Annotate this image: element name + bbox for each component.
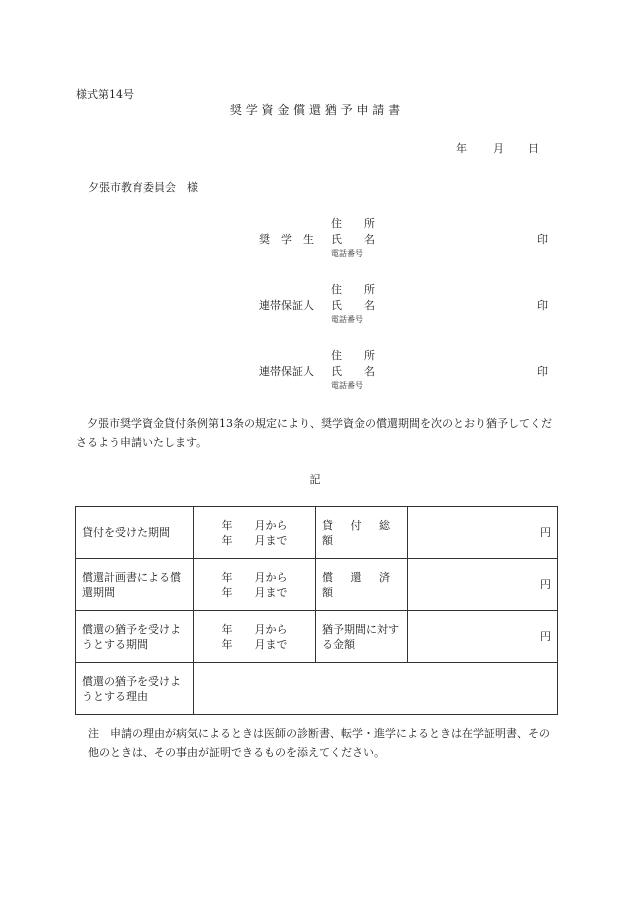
period-from: 年 月から xyxy=(221,518,288,532)
signer-role: 奨 学 生 xyxy=(259,233,314,246)
seal-mark: 印 xyxy=(537,233,548,246)
period-to: 年 月まで xyxy=(221,533,288,547)
phone-label: 電話番号 xyxy=(331,381,363,390)
phone-label: 電話番号 xyxy=(331,249,363,258)
period-from: 年 月から xyxy=(221,570,288,584)
period-to: 年 月まで xyxy=(221,637,288,651)
seal-mark: 印 xyxy=(537,365,548,378)
date-day: 日 xyxy=(528,142,539,155)
period-cell[interactable] xyxy=(194,611,316,663)
table-row xyxy=(76,663,558,715)
note: 注 申請の理由が病気によるときは医師の診断書、転学・進学によるときは在学証明書、その他のときは、その事由が証明できるものを添えてください。 xyxy=(88,727,550,759)
amount-label: 猶予期間に対する金額 xyxy=(316,611,408,663)
row-label: 貸付を受けた期間 xyxy=(76,507,194,559)
name-label: 氏 名 xyxy=(331,365,375,378)
row-label: 償還の猶予を受けようとする理由 xyxy=(76,663,194,715)
table-row xyxy=(76,507,558,559)
row-label: 償還計画書による償還期間 xyxy=(76,559,194,611)
date-month: 月 xyxy=(493,142,504,155)
page-title: 奨 学 資 金 償 還 猶 予 申 請 書 xyxy=(229,103,401,117)
table-row xyxy=(76,559,558,611)
date-year: 年 xyxy=(456,142,467,155)
period-to: 年 月まで xyxy=(221,585,288,599)
reason-cell[interactable] xyxy=(194,663,558,715)
address-label: 住 所 xyxy=(331,349,375,362)
amount-label: 償 還 済 額 xyxy=(316,559,408,611)
address-label: 住 所 xyxy=(331,217,375,230)
application-table xyxy=(75,506,558,715)
name-label: 氏 名 xyxy=(331,299,375,312)
amount-label: 貸 付 総 額 xyxy=(316,507,408,559)
body-paragraph: 夕張市奨学資金貸付条例第13条の規定により、奨学資金の償還期間を次のとおり猶予してくださるよう申請いたします。 xyxy=(76,417,552,449)
table-row xyxy=(76,611,558,663)
phone-label: 電話番号 xyxy=(331,315,363,324)
ki-heading: 記 xyxy=(309,473,321,486)
row-label: 償還の猶予を受けようとする期間 xyxy=(76,611,194,663)
form-number: 様式第14号 xyxy=(76,88,134,101)
period-cell[interactable] xyxy=(194,559,316,611)
amount-cell[interactable]: 円 xyxy=(408,611,558,663)
period-from: 年 月から xyxy=(221,622,288,636)
address-label: 住 所 xyxy=(331,283,375,296)
amount-cell[interactable]: 円 xyxy=(408,559,558,611)
signer-role: 連帯保証人 xyxy=(259,365,314,378)
seal-mark: 印 xyxy=(537,299,548,312)
recipient: 夕張市教育委員会 様 xyxy=(88,181,198,194)
signer-role: 連帯保証人 xyxy=(259,299,314,312)
amount-cell[interactable]: 円 xyxy=(408,507,558,559)
period-cell[interactable] xyxy=(194,507,316,559)
name-label: 氏 名 xyxy=(331,233,375,246)
